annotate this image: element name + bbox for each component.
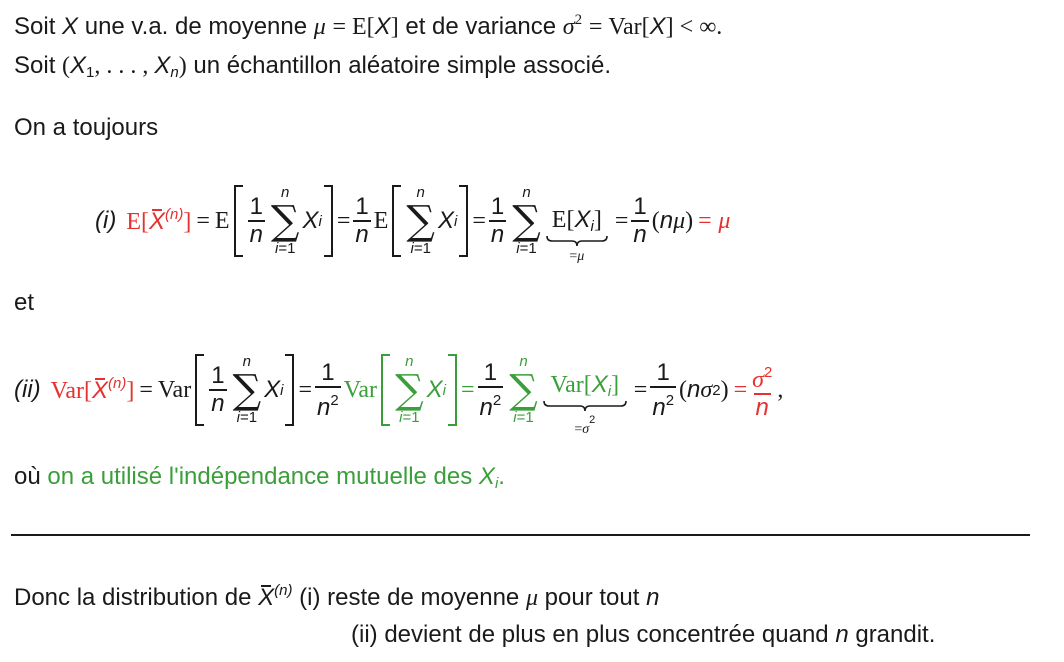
var-X: X (62, 13, 79, 40)
math: ] (390, 14, 399, 40)
et-line: et (14, 289, 35, 316)
math: ( (62, 53, 71, 79)
conclusion-line-2: (ii) devient de plus en plus concentrée quand n grandit. (351, 621, 936, 648)
intro-text: et de variance (398, 13, 563, 40)
underbrace-expectation: $E[X_i]$ =μ (546, 206, 608, 265)
toujours-line: On a toujours (14, 114, 159, 141)
sum-of-variances: n ∑ i=1 $Var[X_i]$ $=\sigma^2$ (506, 354, 629, 426)
independence-note (14, 463, 505, 492)
intro-line-2: Soit ($X_1$, . . . , $X_n$) un échantillon aléatoire simple associé. (14, 52, 611, 81)
eq-i-label: (i) (95, 207, 117, 234)
math: , . . . , (94, 53, 155, 79)
math: X (649, 13, 666, 40)
expectation-sample-mean: $E[X^{(n)}]$ (126, 206, 192, 235)
eq-ii-label: (ii) (14, 376, 41, 403)
conclusion-line-1: Donc la distribution de $X^{(n)}$ (i) reste de moyenne μ pour tout n (14, 582, 660, 611)
underbrace-variance: $Var[X_i]$ $=\sigma^2$ (543, 371, 627, 438)
math: X (374, 13, 391, 40)
math: μ (313, 14, 326, 40)
math: X (154, 52, 171, 79)
math: = E[ (332, 14, 375, 40)
intro-text: un échantillon aléatoire simple associé. (186, 52, 611, 79)
intro-text: Soit (14, 52, 63, 79)
note-prefix: où (14, 463, 48, 490)
variance-of-sum: Var n ∑ i=1 X i = (343, 353, 475, 426)
intro-text: Soit (14, 13, 63, 40)
variance-sample-mean: $Var[X^{(n)}]$ (50, 375, 135, 404)
math: ] < ∞. (665, 14, 723, 40)
divider (11, 534, 1030, 536)
equation-ii: (ii) $Var[X^{(n)}]$ = Var $\frac{1}{n}$ n ∑ i=1 X i = $\frac{1}{n^2}$ Var n ∑ i=1 X i = $\frac{1}{n^2}$ n ∑ i=1 $Var[X_i]$ $=\sigma^2$ = $\frac{1}{n^2}$ ( n σ 2 ) = $\frac{\sigma^2}{n}$ , (14, 353, 784, 437)
intro-text: une v.a. de moyenne (78, 13, 314, 40)
math: = Var[ (588, 14, 650, 40)
result-mu: = μ (698, 208, 731, 234)
conclusion-item-1: (i) reste de moyenne (299, 584, 526, 611)
note-green: on a utilisé l'indépendance mutuelle des $X_i$. (47, 463, 505, 492)
math: X (70, 52, 87, 79)
math: σ (562, 14, 575, 40)
conclusion-item-2: (ii) devient de plus en plus concentrée quand (351, 621, 836, 648)
result-sigma2-over-n: = $\frac{\sigma^2}{n}$ (733, 363, 773, 421)
conclusion-prefix: Donc la distribution de (14, 584, 259, 611)
equation-i: (i) $E[X^{(n)}]$ = E $\frac{1}{n}$ n ∑ i=1 X i = $\frac{1}{n}$ E n ∑ i=1 X i = $\frac{1}{n}$ n ∑ i=1 $E[X_i]$ =μ = $\frac{1}{n}$ ( n μ ) = μ (95, 184, 731, 264)
math: ) (178, 53, 187, 79)
intro-line-1: Soit X une v.a. de moyenne μ = E[X] et de variance $\sigma^2 = Var[X]$ < ∞. (14, 12, 723, 40)
